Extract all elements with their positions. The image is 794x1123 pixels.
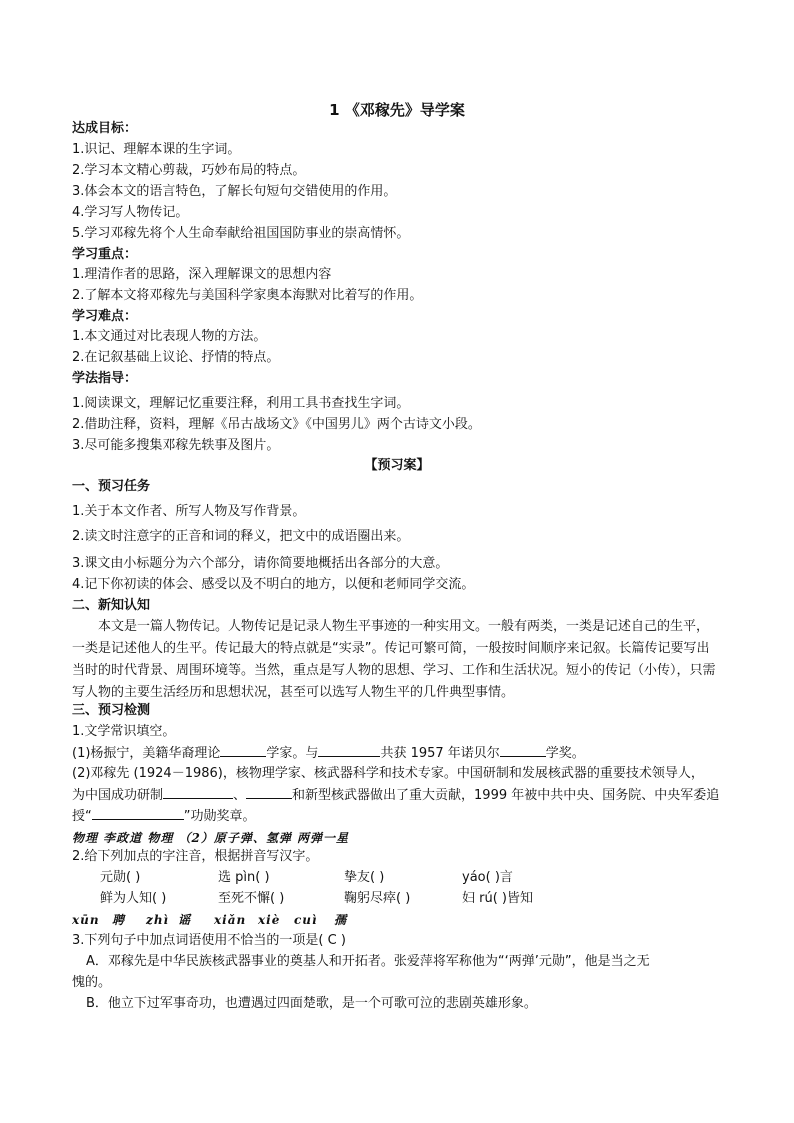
method-item: 1.阅读课文，理解记忆重要注释，利用工具书查找生字词。 <box>72 396 410 411</box>
goals-heading: 达成目标： <box>72 121 138 136</box>
question-2-answer: xūn 聘 zhì 谣 xiǎn xiè cuì 孺 <box>72 913 348 927</box>
difficulty-item: 2.在记叙基础上议论、抒情的特点。 <box>72 350 280 365</box>
question-1b-line1: (2)邓稼先 (1924－1986)，核物理学家、核武器科学和技术专家。中国研制和发展核武器的重要技术领导人， <box>72 766 704 781</box>
question-3-option-a-line2: 愧的。 <box>72 975 112 990</box>
fill-blank[interactable] <box>246 786 292 799</box>
task-heading: 一、预习任务 <box>72 479 151 494</box>
method-heading: 学法指导： <box>72 371 138 386</box>
task-item: 2.读文时注意字的正音和词的释义，把文中的成语圈出来。 <box>72 529 410 544</box>
task-item: 4.记下你初读的体会、感受以及不明白的地方，以便和老师同学交流。 <box>72 577 475 592</box>
question-1b-line3: 授“ ”功勋奖章。 <box>72 809 256 824</box>
difficulty-heading: 学习难点： <box>72 309 138 324</box>
new-knowledge-heading: 二、新知认知 <box>72 598 151 613</box>
question-1a: (1)杨振宁，美籍华裔理论 学家。与 共获 1957 年诺贝尔 学奖。 <box>72 746 585 761</box>
question-1: 1.文学常识填空。 <box>72 724 176 739</box>
fill-blank[interactable] <box>318 744 380 757</box>
difficulty-item: 1.本文通过对比表现人物的方法。 <box>72 329 267 344</box>
check-heading: 三、预习检测 <box>72 703 151 718</box>
task-item: 1.关于本文作者、所写人物及写作背景。 <box>72 504 306 519</box>
question-3-option-b: B．他立下过军事奇功，也遭遇过四面楚歌，是一个可歌可泣的悲剧英雄形象。 <box>86 996 537 1011</box>
question-1-answer: 物理 李政道 物理 （2）原子弹、氢弹 两弹一星 <box>72 831 350 845</box>
key-heading: 学习重点： <box>72 247 138 262</box>
question-3: 3.下列句子中加点词语使用不恰当的一项是( C ) <box>72 933 346 948</box>
goal-item: 1.识记、理解本课的生字词。 <box>72 142 241 157</box>
method-item: 2.借助注释，资料，理解《吊古战场文》《中国男儿》两个古诗文小段。 <box>72 417 481 432</box>
goal-item: 2.学习本文精心剪裁，巧妙布局的特点。 <box>72 163 306 178</box>
document-title: 1 《邓稼先》导学案 <box>329 101 465 119</box>
goal-item: 5.学习邓稼先将个人生命奉献给祖国国防事业的崇高情怀。 <box>72 226 410 241</box>
goal-item: 3.体会本文的语言特色，了解长句短句交错使用的作用。 <box>72 184 397 199</box>
fill-blank[interactable] <box>92 807 184 820</box>
key-item: 2.了解本文将邓稼先与美国科学家奥本海默对比着写的作用。 <box>72 288 423 303</box>
question-2: 2.给下列加点的字注音，根据拼音写汉字。 <box>72 849 319 864</box>
question-2-row2: 鲜为人知( ) 至死不懈( ) 鞠躬尽瘁( ) 妇 rú( )皆知 <box>100 891 533 906</box>
key-item: 1.理清作者的思路，深入理解课文的思想内容 <box>72 267 332 282</box>
question-1b-line2: 为中国成功研制 、 和新型核武器做出了重大贡献，1999 年被中共中央、国务院、中央军委追 <box>72 788 720 803</box>
new-knowledge-paragraph: 本文是一篇人物传记。人物传记是记录人物生平事迹的一种实用文。一般有两类，一类是记述自己的生平，一类是记述他人的生平。传记最大的特点就是“实录”。传记可繁可简，一般按时间顺序来记叙。长篇传记要写出当时的时代背景、周围环境等。当然，重点是写人物的思想、学习、工作和生活状况。短小的传记（小传），只需写人物的主要生活经历和思想状况，甚至可以选写人物生平的几件典型事情。 <box>72 619 716 700</box>
fill-blank[interactable] <box>500 744 546 757</box>
question-2-row1: 元勋( ) 选 pìn( ) 挚友( ) yáo( )言 <box>100 870 513 885</box>
preview-heading: 【预习案】 <box>364 458 430 473</box>
fill-blank[interactable] <box>163 786 233 799</box>
question-3-option-a-line1: A．邓稼先是中华民族核武器事业的奠基人和开拓者。张爱萍将军称他为“‘两弹’元勋”，他是当之无 <box>86 954 650 969</box>
method-item: 3.尽可能多搜集邓稼先轶事及图片。 <box>72 438 280 453</box>
task-item: 3.课文由小标题分为六个部分，请你简要地概括出各部分的大意。 <box>72 556 449 571</box>
goal-item: 4.学习写人物传记。 <box>72 205 189 220</box>
fill-blank[interactable] <box>220 744 266 757</box>
